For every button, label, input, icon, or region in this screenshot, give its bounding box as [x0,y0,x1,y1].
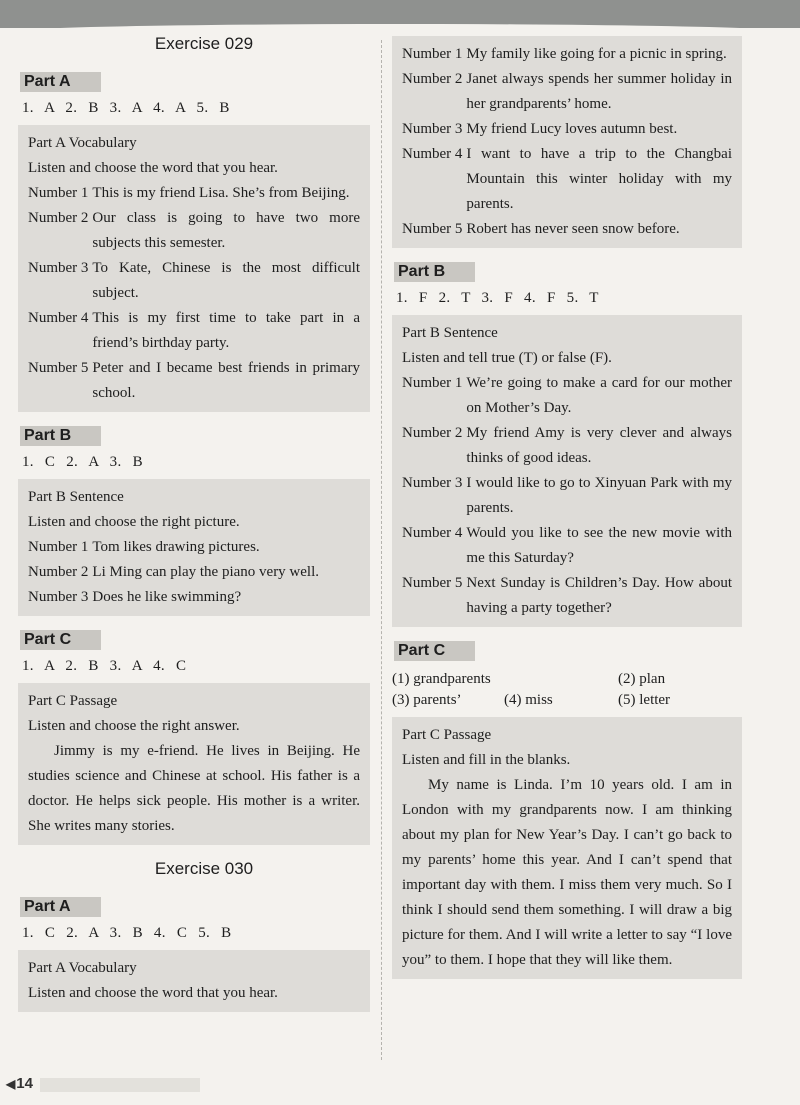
list-item [402,142,732,217]
part-c-script [18,683,370,845]
answer-4: (4) miss [504,692,553,708]
item-number: Number 5 [402,221,463,237]
item-text: Our class is going to have two more subjects this semester. [92,210,360,251]
list-item [28,560,360,585]
ex030-part-c-box-title: Part C Passage [402,727,492,743]
item-text: Next Sunday is Children’s Day. How about having a party together? [466,575,732,616]
part-a-box-title: Part A Vocabulary [28,135,137,151]
list-item [28,585,360,610]
item-text: My family like going for a picnic in spring. [466,46,727,62]
item-number: Number 3 [28,589,89,605]
exercise-029-title: Exercise 029 [154,34,254,53]
list-item [402,67,732,117]
item-number: Number 5 [28,360,89,376]
item-number: Number 3 [402,121,463,137]
ex030-part-a-script-continued [392,36,742,248]
part-a-script [18,125,370,412]
column-divider [381,40,382,1060]
item-text: We’re going to make a card for our mother on Mother’s Day. [466,375,732,416]
part-c-box-title: Part C Passage [28,693,118,709]
part-a-answers: 1. A 2. B 3. A 4. A 5. B [22,100,230,116]
ex030-part-c-heading: Part C [394,641,475,661]
list-item [402,471,732,521]
item-text: This is my first time to take part in a friend’s birthday party. [92,310,360,351]
answer-3: (3) parents’ [392,692,462,708]
ex030-part-c-instruction: Listen and fill in the blanks. [402,752,571,768]
answer-2: (2) plan [618,671,666,687]
ex030-part-c-answers-row-2 [392,692,742,709]
ex030-part-c-answers-row-1 [392,671,742,688]
list-item [402,371,732,421]
ex030-part-c-passage: My name is Linda. I’m 10 years old. I am in London with my grandparents now. I am thinking about my plan for New Year’s Day. I can’t go back to my parents’ home this year. And I can’t spend that important day with them. I miss them very much. So I think I should send them something. I will draw a big picture for them. And I will write a letter to say “I love you” to them. I hope that they will like them. [402,777,732,968]
ex030-part-a-answers: 1. C 2. A 3. B 4. C 5. B [22,925,232,941]
item-number: Number 1 [402,46,463,62]
right-column [392,36,742,989]
part-b-instruction: Listen and choose the right picture. [28,514,240,530]
list-item [28,356,360,406]
ex030-part-a-instruction: Listen and choose the word that you hear. [28,985,278,1001]
list-item [402,521,732,571]
part-a-heading: Part A [20,72,101,92]
item-number: Number 2 [28,210,89,226]
item-text: To Kate, Chinese is the most difficult subject. [92,260,360,301]
item-number: Number 4 [402,146,463,162]
list-item [28,206,360,256]
item-number: Number 2 [28,564,89,580]
item-text: Would you like to see the new movie with me this Saturday? [466,525,732,566]
ex030-part-b-heading: Part B [394,262,475,282]
item-number: Number 1 [28,539,89,555]
ex030-part-b-box-title: Part B Sentence [402,325,498,341]
item-text: Tom likes drawing pictures. [92,539,260,555]
item-number: Number 4 [402,525,463,541]
item-number: Number 3 [402,475,463,491]
item-text: Janet always spends her summer holiday in her grandparents’ home. [466,71,732,112]
item-number: Number 2 [402,425,463,441]
ex030-part-b-instruction: Listen and tell true (T) or false (F). [402,350,612,366]
list-item [402,117,732,142]
list-item [402,217,732,242]
list-item [28,306,360,356]
item-text: I would like to go to Xinyuan Park with my parents. [466,475,732,516]
item-text: I want to have a trip to the Changbai Mountain this winter holiday with my parents. [466,146,732,212]
item-text: Does he like swimming? [92,589,242,605]
item-text: My friend Lucy loves autumn best. [466,121,678,137]
part-b-answers: 1. C 2. A 3. B [22,454,143,470]
part-c-answers: 1. A 2. B 3. A 4. C [22,658,187,674]
item-number: Number 1 [28,185,89,201]
page-number: ◀ 14 [6,1075,33,1092]
ex030-part-a-script [18,950,370,1012]
exercise-030-title: Exercise 030 [154,859,254,878]
item-number: Number 4 [28,310,89,326]
list-item [402,42,732,67]
item-number: Number 5 [402,575,463,591]
item-text: This is my friend Lisa. She’s from Beijing. [92,185,350,201]
ex030-part-c-script [392,717,742,979]
answer-1: (1) grandparents [392,671,491,687]
item-text: Li Ming can play the piano very well. [92,564,320,580]
part-c-heading: Part C [20,630,101,650]
item-number: Number 2 [402,71,463,87]
part-b-heading: Part B [20,426,101,446]
item-number: Number 3 [28,260,89,276]
list-item [28,535,360,560]
part-c-instruction: Listen and choose the right answer. [28,718,240,734]
ex030-part-b-script [392,315,742,627]
part-b-box-title: Part B Sentence [28,489,124,505]
item-text: Robert has never seen snow before. [466,221,680,237]
left-column [18,32,370,1022]
ex030-part-b-answers: 1. F 2. T 3. F 4. F 5. T [396,290,599,306]
part-b-script [18,479,370,616]
item-text: My friend Amy is very clever and always thinks of good ideas. [466,425,732,466]
part-c-passage: Jimmy is my e-friend. He lives in Beijing. He studies science and Chinese at school. His father is a doctor. He helps sick people. His mother is a writer. She writes many stories. [28,743,360,834]
part-a-instruction: Listen and choose the word that you hear. [28,160,278,176]
list-item [28,256,360,306]
list-item [402,571,732,621]
footer-bar [40,1078,200,1092]
ex030-part-a-box-title: Part A Vocabulary [28,960,137,976]
ex030-part-a-heading: Part A [20,897,101,917]
item-number: Number 1 [402,375,463,391]
item-text: Peter and I became best friends in primary school. [92,360,360,401]
list-item [28,181,360,206]
list-item [402,421,732,471]
top-border [0,0,800,28]
answer-5: (5) letter [618,692,671,708]
